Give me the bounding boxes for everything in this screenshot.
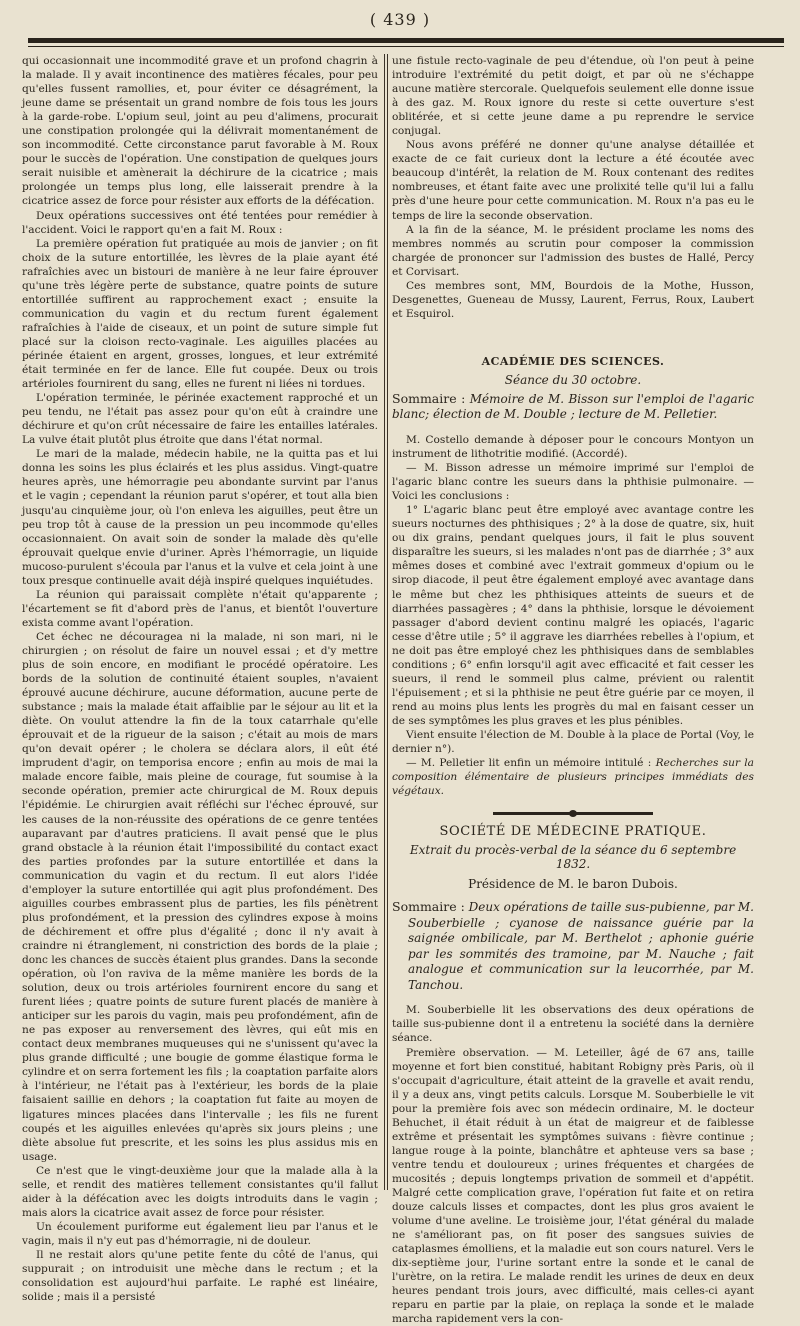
right-paragraph: une fistule recto-vaginale de peu d'étendue, où l'on peut à peine introduire l'extrémité du petit doigt, et par où ne s'échappe aucune matière stercorale. Quelquefois seulement elle donne issue à des gaz. M. Roux ignore du reste si cette ouverture s'est oblitérée, et si cette jeune dame a pu reprendre le service conjugal.: [392, 55, 754, 138]
section-separator: [493, 812, 653, 815]
academie-paragraph: 1° L'agaric blanc peut être employé avec avantage contre les sueurs nocturnes des phthisiques ; 2° à la dose de quatre, six, huit ou dix grains, pendant quelques jours, il fait le plus souvent disparaître les sueurs, si les malades n'ont pas de diarrhée ; 3° aux mêmes doses et combiné avec l'extrait gommeux d'opium ou le sirop diacode, il peut être également employé avec avantage dans le même but chez les phthisiques atteints de sueurs et de diarrhées passagères ; 4° dans la phthisie, lorsque le dévoiement passager d'abord devient continu malgré les opiacés, l'agaric cesse d'être utile ; 5° il aggrave les diarrhées rebelles à l'opium, et ne doit pas être employé chez les phthisiques dans de semblables conditions ; 6° enfin lorsqu'il agit avec efficacité et fait cesser les sueurs, il rend le sommeil plus calme, prévient ou ralentit l'épuisement ; et si la phthisie ne peut être guérie par ce moyen, il rend au moins plus lents les progrès du mal en faisant cesser un de ses symptômes les plus graves et les plus pénibles.: [392, 504, 754, 727]
summary-text: Mémoire de M. Bisson sur l'emploi de l'agaric blanc; élection de M. Double ; lecture de M. Pelletier.: [392, 391, 754, 422]
left-paragraph: Deux opérations successives ont été tentées pour remédier à l'accident. Voici le rapport qu'en a fait M. Roux :: [22, 209, 378, 236]
left-paragraph: Un écoulement puriforme eut également lieu par l'anus et le vagin, mais il n'y eut pas d'hémorragie, ni de douleur.: [22, 1220, 378, 1247]
summary-label: Sommaire :: [392, 390, 466, 406]
societe-paragraph: M. Souberbielle lit les observations des deux opérations de taille sus-pubienne dont il a entretenu la société dans la dernière séance.: [392, 1004, 754, 1045]
summary-text: Deux opérations de taille sus-pubienne, par M. Souberbielle ; cyanose de naissance guérie par la saignée ombilicale, par M. Berthelot ; aphonie guérie par les sommités des tramoine, par M. Nauche ; fait analogue et communication sur la leucorrhée, par M. Tanchou.: [408, 900, 754, 992]
academie-session-date: Séance du 30 octobre.: [504, 372, 642, 387]
column-divider: [384, 54, 385, 1190]
left-paragraph: Ce n'est que le vingt-deuxième jour que la malade alla à la selle, et rendit des matières tellement consistantes qu'il fallut aider à la défécation avec les doigts introduits dans le vagin ; mais alors la cicatrice avait assez de force pour résister.: [22, 1164, 378, 1219]
societe-extract-line: Extrait du procès-verbal de la séance du 6 septembre 1832.: [409, 843, 737, 872]
left-paragraph: qui occasionnait une incommodité grave et un profond chagrin à la malade. Il y avait incontinence des matières fécales, pour peu qu'elles fussent ramollies, et, pour éviter ce désagrément, la jeune dame se présentait un grand nombre de fois tous les jours à la garde-robe. L'opium seul, joint au peu d'alimens, procurait une constipation prolongée qui la délivrait momentanément de son incommodité. Cette circonstance parut favorable à M. Roux pour le succès de l'opération. Une constipation de quelques jours serait nuisible et amènerait la déchirure de la cicatrice ; mais prolongée un temps plus long, elle laisserait prendre à la cicatrice assez de force pour résister aux efforts de la défécation.: [22, 55, 378, 208]
column-divider-inner: [387, 54, 388, 1190]
academie-summary: [392, 391, 754, 423]
left-column: [22, 54, 378, 1304]
header-rule-thin: [28, 46, 784, 47]
right-paragraph: Ces membres sont, MM, Bourdois de la Mothe, Husson, Desgenettes, Gueneau de Mussy, Laurent, Ferrus, Roux, Laubert et Esquirol.: [392, 279, 754, 320]
left-paragraph: Cet échec ne découragea ni la malade, ni son mari, ni le chirurgien ; on résolut de faire un nouvel essai ; et d'y mettre plus de soin encore, en modifiant le procédé opératoire. Les bords de la solution de continuité étaient souples, n'avaient éprouvé aucune déchirure, aucune déformation, aucune perte de substance ; mais la malade était affaiblie par le séjour au lit et la diète. On voulut attendre la fin de la toux catarrhale qu'elle éprouvait et de la rigueur de la saison ; c'était au mois de mars qu'on devait opérer ; le cholera se déclara alors, il eût été imprudent d'agir, on temporisa encore ; enfin au mois de mai la malade encore faible, mais pleine de courage, fut soumise à la seconde opération, premier acte chirurgical de M. Roux depuis l'épidémie. Le chirurgien avait réfléchi sur l'échec éprouvé, sur les causes de la non-réussite des opérations de ce genre tentées auparavant par d'autres praticiens. Il avait pensé que le plus grand obstacle à la réunion était l'impossibilité du contact exact des parties profondes par la suture entortillée et dans la communication du vagin et du rectum. Il eut alors l'idée d'employer la suture entortillée qui agit plus profondément. Des aiguilles courbes embrassent plus de parties, les fils pénètrent plus profondément, et la pression des cylindres expose à moins de déchirement et offre plus d'égalité ; donc il n'y avait à craindre ni étranglement, ni constriction des bords de la plaie ; donc les chances de succès étaient plus grandes. Dans la seconde opération, où l'on raviva de la même manière les bords de la solution, deux ou trois artérioles fournirent encore du sang et furent liées ; quatre points de suture furent placés de manière à anticiper sur les parois du vagin, mais peu profondément, afin de ne pas exposer au renversement des lèvres, qui eût mis en contact deux membranes muqueuses qui ne s'unissent qu'avec la plus grande difficulté ; une bougie de gomme élastique forma le cylindre et on serra fortement les fils ; la coaptation parfaite alors à l'intérieur, ne l'était pas à l'extérieur, les bords de la plaie faisaient saillie en dehors ; la coaptation fut faite au moyen de ligatures minces placées dans l'intervalle ; les fils ne furent coupés et les aiguilles enlevées qu'après six jours pleins ; une diète absolue fut prescrite, et les soins les plus assidus mis en usage.: [22, 630, 378, 1163]
academie-paragraph: M. Costello demande à déposer pour le concours Montyon un instrument de lithotritie modifié. (Accordé).: [392, 433, 754, 461]
societe-paragraph: Première observation. — M. Leteiller, âgé de 67 ans, taille moyenne et fort bien constitué, habitant Robigny près Paris, où il s'occupait d'agriculture, était atteint de la gravelle et avait rendu, il y a deux ans, vingt petits calculs. Lorsque M. Souberbielle le vit pour la première fois avec son médecin ordinaire, M. le docteur Behuchet, il était réduit à un état de maigreur et de faiblesse extrême et présentait les symptômes suivans : fièvre continue ; langue rouge à la pointe, blanchâtre et aphteuse vers sa base ; ventre tendu et douloureux ; urines fréquentes et chargées de mucosités ; depuis longtemps privation de sommeil et d'appétit. Malgré cette complication grave, l'opération fut faite et on retira douze calculs lisses et compactes, dont les plus gros avaient le volume d'une aveline. Le troisième jour, l'état général du malade ne s'améliorant pas, on fit poser des sangsues suivies de cataplasmes émolliens, et la maladie eut son cours naturel. Vers le dix-septième jour, l'urine sortant entre la sonde et le canal de l'urètre, on la retira. Le malade rendit les urines de deux en deux heures pendant trois jours, avec difficulté, mais celles-ci ayant reparu en partie par la plaie, on replaça la sonde et le malade marcha rapidement vers la con-: [392, 1046, 754, 1326]
right-paragraph: Nous avons préféré ne donner qu'une analyse détaillée et exacte de ce fait curieux dont la lecture a été écoutée avec beaucoup d'intérêt, la relation de M. Roux contenant des redites nombreuses, et étant faite avec une prolixité telle qu'il lui a fallu près d'une heure pour cette communication. M. Roux n'a pas eu le temps de lire la seconde observation.: [392, 139, 754, 222]
academie-heading: ACADÉMIE DES SCIENCES.: [481, 354, 665, 368]
header-rule: [28, 38, 784, 43]
left-paragraph: Il ne restait alors qu'une petite fente du côté de l'anus, qui suppurait ; on introduisit une mèche dans le rectum ; et la consolidation est aujourd'hui parfaite. Le raphé est linéaire, solide ; mais il a persisté: [22, 1248, 378, 1304]
pelletier-prefix: — M. Pelletier lit enfin un mémoire intitulé :: [406, 757, 652, 770]
right-column: [392, 54, 755, 1326]
academie-paragraph: [392, 756, 754, 798]
societe-summary: [392, 899, 754, 993]
academie-paragraph: Vient ensuite l'élection de M. Double à la place de Portal (Voy, le dernier n°).: [392, 728, 754, 756]
left-paragraph: Le mari de la malade, médecin habile, ne la quitta pas et lui donna les soins les plus éclairés et les plus assidus. Vingt-quatre heures après, une hémorragie peu abondante survint par l'anus et le vagin ; cependant la réunion parut s'opérer, et tout alla bien jusqu'au cinquième jour, où l'on enleva les aiguilles, peut être un peu trop tôt à cause de la pression un peu incommode qu'elles occasionnaient. On avait soin de sonder la malade dès qu'elle éprouvait quelque envie d'uriner. Après l'hémorragie, un liquide mucoso-purulent s'écoula par l'anus et la vulve et cela joint à une toux presque continuelle avait déjà inspiré quelques inquiétudes.: [22, 448, 378, 587]
left-paragraph: La réunion qui paraissait complète n'était qu'apparente ; l'écartement se fit d'abord près de l'anus, et bientôt l'ouverture exista comme avant l'opération.: [22, 588, 378, 629]
academie-paragraph: — M. Bisson adresse un mémoire imprimé sur l'emploi de l'agaric blanc contre les sueurs dans la phthisie pulmonaire. — Voici les conclusions :: [392, 462, 754, 503]
right-paragraph: A la fin de la séance, M. le président proclame les noms des membres nommés au scrutin pour composer la commission chargée de prononcer sur l'admission des bustes de Hallé, Percy et Corvisart.: [392, 223, 754, 278]
left-paragraph: L'opération terminée, le périnée exactement rapproché et un peu tendu, ne l'était pas assez pour qu'on eût à craindre une déchirure et qu'on crût nécessaire de faire les entailles latérales. La vulve était plutôt plus étroite que dans l'état normal.: [22, 392, 378, 447]
summary-label: Sommaire :: [392, 899, 465, 915]
page-number: ( 439 ): [369, 10, 431, 29]
section-spacer: [392, 321, 754, 351]
societe-presidency: Présidence de M. le baron Dubois.: [468, 877, 678, 892]
societe-heading: SOCIÉTÉ DE MÉDECINE PRATIQUE.: [439, 824, 707, 840]
left-paragraph: La première opération fut pratiquée au mois de janvier ; on fit choix de la suture entortillée, les lèvres de la plaie ayant été rafraîchies avec un bistouri de manière à ne leur faire éprouver qu'une très légère perte de substance, quatre points de suture entortillée suffirent au rapprochement exact ; ensuite la communication du vagin et du rectum furent également rafraîchies à l'aide de ciseaux, et un point de suture simple fut placé sur la cloison recto-vaginale. Les aiguilles placées au périnée étaient en argent, grosses, longues, et leur extrémité était terminée en fer de lance. Elle fut coupée. Deux ou trois artérioles fournirent du sang, elles ne furent ni liées ni tordues.: [22, 237, 378, 391]
pelletier-title: Recherches sur la composition élémentaire de plusieurs principes immédiats des végétaux.: [392, 757, 755, 798]
